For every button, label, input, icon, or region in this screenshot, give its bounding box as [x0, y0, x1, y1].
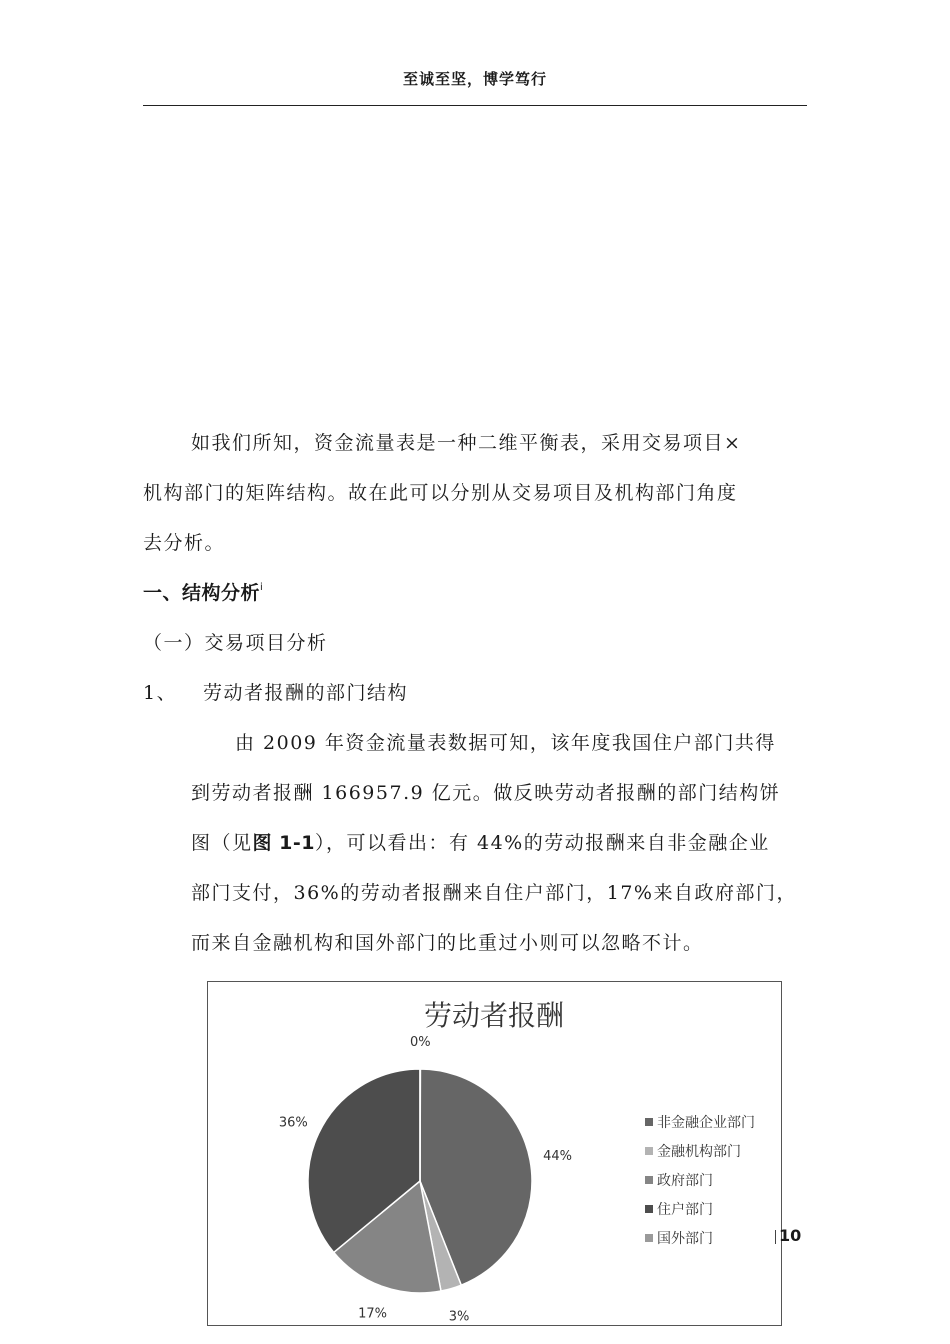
pie-data-label: 36%	[278, 1115, 308, 1131]
figure-reference-link[interactable]: 图 1-1	[252, 832, 315, 854]
item-number: 1、	[143, 682, 178, 704]
legend-label: 金融机构部门	[657, 1144, 741, 1160]
page-header: 至诚至坚，博学笃行	[402, 70, 547, 88]
legend-label: 非金融企业部门	[657, 1115, 755, 1131]
endnote-marker[interactable]: i	[260, 582, 264, 593]
pie-chart-svg	[208, 982, 781, 1325]
chart-title: 劳动者报酬	[423, 999, 565, 1032]
pie-data-label: 3%	[448, 1309, 470, 1325]
pie-data-label: 0%	[409, 1035, 431, 1051]
legend-swatch	[645, 1205, 653, 1213]
paragraph-line: 而来自金融机构和国外部门的比重过小则可以忽略不计。	[191, 932, 704, 954]
paragraph-line: 到劳动者报酬 166957.9 亿元。做反映劳动者报酬的部门结构饼	[191, 782, 781, 804]
subsection-heading: （一）交易项目分析	[143, 632, 328, 654]
legend-swatch	[645, 1176, 653, 1184]
paragraph-line: 去分析。	[143, 532, 226, 554]
section-heading	[143, 578, 263, 605]
pie-chart	[207, 981, 782, 1326]
legend-swatch	[645, 1234, 653, 1242]
text-span: ），可以看出：有 44%的劳动报酬来自非金融企业	[314, 832, 770, 854]
legend-swatch	[645, 1118, 653, 1126]
legend-swatch	[645, 1147, 653, 1155]
page-number: 10	[779, 1226, 802, 1245]
paragraph-line: 机构部门的矩阵结构。故在此可以分别从交易项目及机构部门角度	[143, 482, 738, 504]
paragraph-line: 部门支付，36%的劳动者报酬来自住户部门，17%来自政府部门，	[191, 882, 797, 904]
legend-label: 政府部门	[657, 1173, 713, 1189]
paragraph-line: 如我们所知，资金流量表是一种二维平衡表，采用交易项目×	[191, 432, 742, 454]
paragraph-line	[191, 828, 770, 855]
section-heading-text: 一、结构分析	[143, 582, 261, 604]
pie-data-label: 44%	[543, 1148, 572, 1164]
header-rule	[143, 105, 807, 106]
item-title: 劳动者报酬的部门结构	[203, 682, 409, 704]
text-span: 图（见	[191, 832, 253, 854]
pie-data-label: 17%	[358, 1306, 388, 1322]
legend-label: 国外部门	[657, 1231, 713, 1247]
legend-label: 住户部门	[657, 1202, 713, 1218]
paragraph-line: 由 2009 年资金流量表数据可知，该年度我国住户部门共得	[235, 732, 776, 754]
